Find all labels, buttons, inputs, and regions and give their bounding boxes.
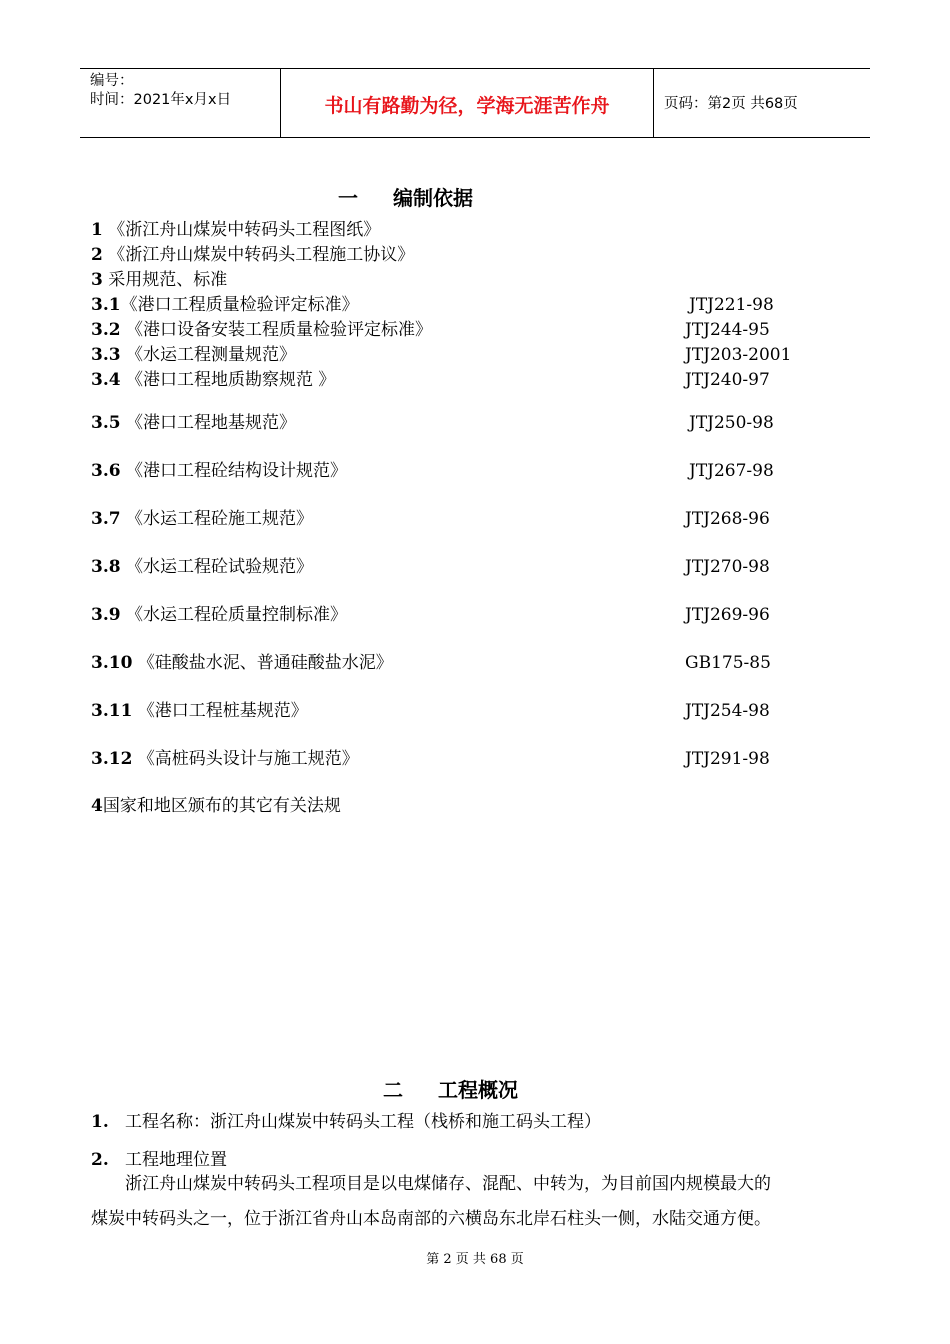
standard-item: 3.2 《港口设备安装工程质量检验评定标准》 <box>91 320 432 340</box>
header-motto-cell <box>281 69 654 137</box>
header-page-cell <box>654 69 870 137</box>
standard-code: JTJ291-98 <box>685 749 770 769</box>
standard-code: JTJ267-98 <box>689 461 774 481</box>
standard-item: 3.3 《水运工程测量规范》 <box>91 345 296 365</box>
time-label: 时间：2021年x月x日 <box>90 92 232 108</box>
standard-item: 3.7 《水运工程砼施工规范》 <box>91 509 313 529</box>
list-item: 1 《浙江舟山煤炭中转码头工程图纸》 <box>91 220 381 240</box>
section1-title: 编制依据 <box>393 186 473 210</box>
page-footer: 第 2 页 共 68 页 <box>426 1252 524 1267</box>
standard-code: JTJ270-98 <box>685 557 770 577</box>
project-name: 工程名称：浙江舟山煤炭中转码头工程（栈桥和施工码头工程） <box>125 1112 601 1132</box>
standard-code: JTJ240-97 <box>685 370 770 390</box>
motto-text: 书山有路勤为径，学海无涯苦作舟 <box>324 95 610 117</box>
standard-code: JTJ254-98 <box>685 701 770 721</box>
header-meta-cell <box>80 69 281 137</box>
standard-item: 3.6 《港口工程砼结构设计规范》 <box>91 461 347 481</box>
page-header <box>80 68 870 138</box>
standard-item: 3.5 《港口工程地基规范》 <box>91 413 296 433</box>
paragraph-line: 浙江舟山煤炭中转码头工程项目是以电煤储存、混配、中转为，为目前国内规模最大的 <box>125 1174 771 1194</box>
standard-item: 3.1《港口工程质量检验评定标准》 <box>91 295 359 315</box>
standard-code: JTJ250-98 <box>689 413 774 433</box>
page-info: 页码：第2页 共68页 <box>664 96 798 112</box>
section1-number: 一 <box>338 186 358 210</box>
standard-item: 3.4 《港口工程地质勘察规范 》 <box>91 370 336 390</box>
location-heading: 工程地理位置 <box>125 1150 227 1170</box>
standard-code: JTJ221-98 <box>689 295 774 315</box>
standard-code: JTJ268-96 <box>685 509 770 529</box>
standard-code: JTJ203-2001 <box>685 345 792 365</box>
standard-item: 3.12 《高桩码头设计与施工规范》 <box>91 749 359 769</box>
standard-item: 3.11 《港口工程桩基规范》 <box>91 701 308 721</box>
number-label: 编号： <box>90 73 134 89</box>
list-item: 1. <box>91 1112 109 1132</box>
list-item: 2 《浙江舟山煤炭中转码头工程施工协议》 <box>91 245 415 265</box>
list-item: 2. <box>91 1150 109 1170</box>
standard-item: 3.10 《硅酸盐水泥、普通硅酸盐水泥》 <box>91 653 393 673</box>
standard-item: 3.9 《水运工程砼质量控制标准》 <box>91 605 347 625</box>
list-item: 4国家和地区颁布的其它有关法规 <box>91 796 341 816</box>
section2-title: 工程概况 <box>438 1078 518 1102</box>
list-item: 3 采用规范、标准 <box>91 270 228 290</box>
section2-number: 二 <box>383 1078 403 1102</box>
standard-code: JTJ269-96 <box>685 605 770 625</box>
standard-code: JTJ244-95 <box>685 320 770 340</box>
standard-code: GB175-85 <box>685 653 771 673</box>
paragraph-line: 煤炭中转码头之一，位于浙江省舟山本岛南部的六横岛东北岸石柱头一侧，水陆交通方便。 <box>91 1209 771 1229</box>
standard-item: 3.8 《水运工程砼试验规范》 <box>91 557 313 577</box>
